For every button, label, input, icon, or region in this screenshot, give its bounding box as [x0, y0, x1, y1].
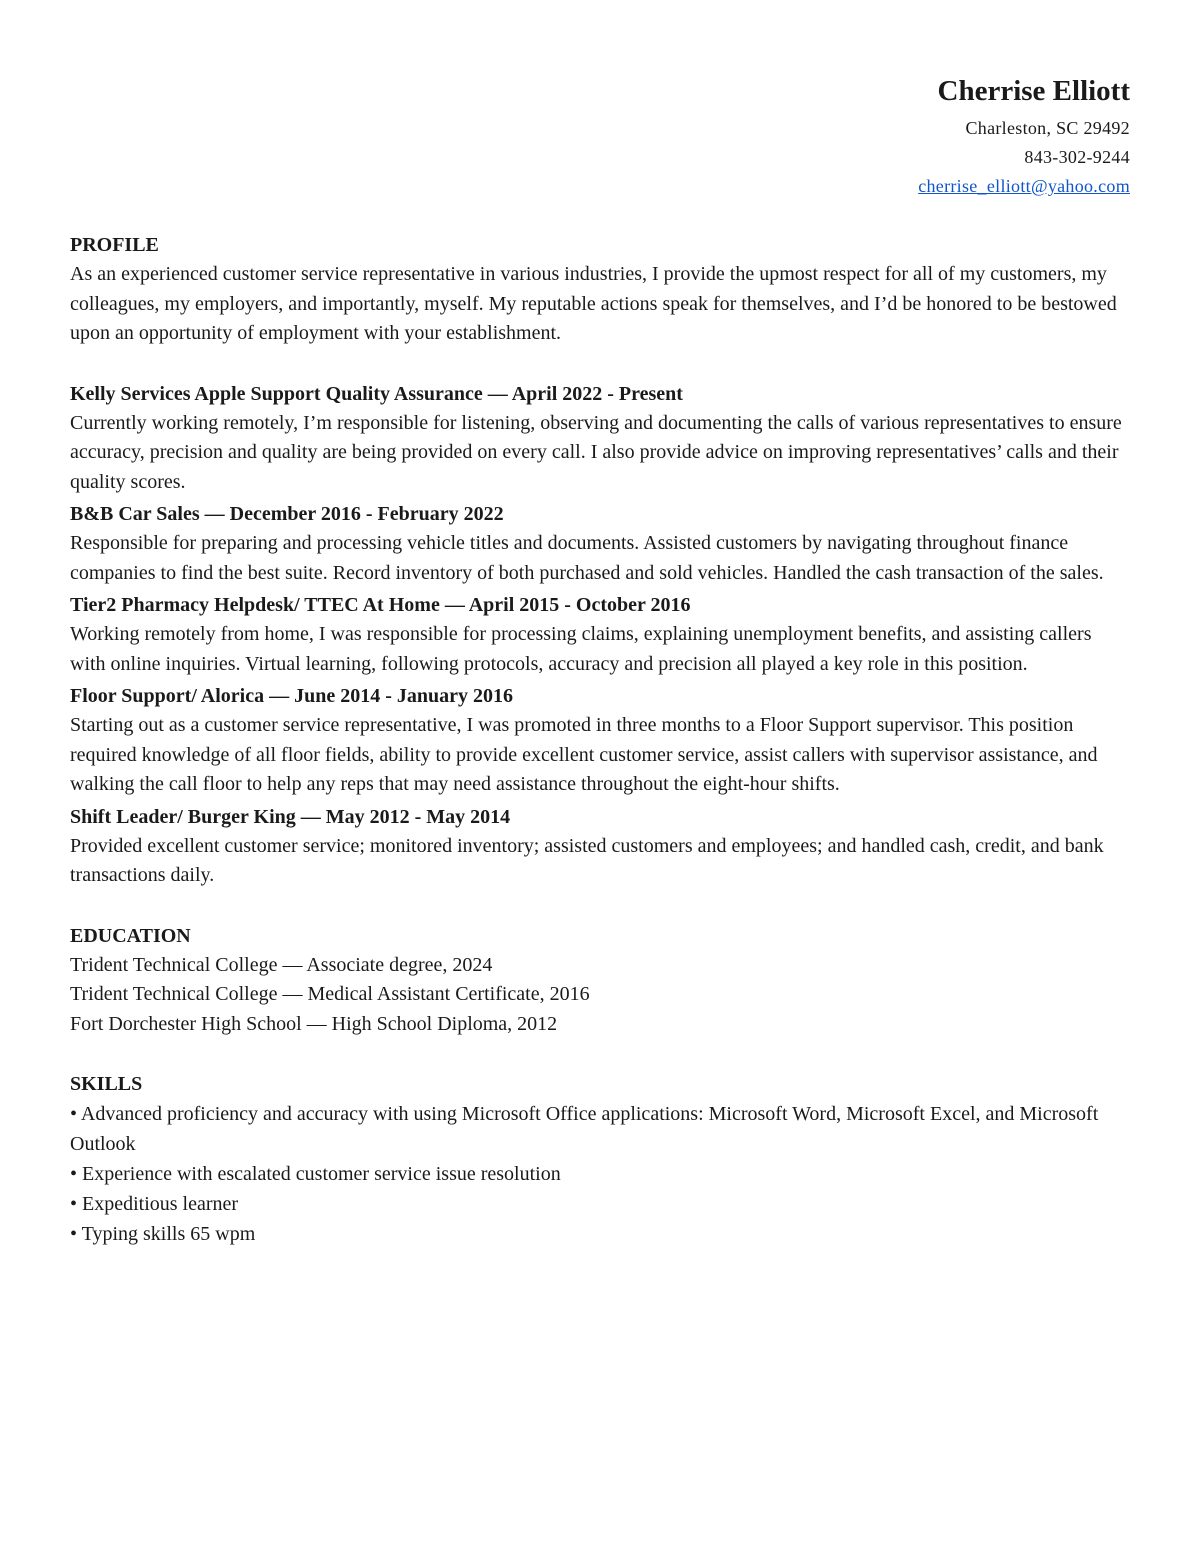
job-title: Shift Leader/ Burger King — May 2012 - May 2014 — [70, 805, 511, 828]
skill-item: • Typing skills 65 wpm — [70, 1223, 256, 1245]
job-entry — [70, 681, 1130, 800]
job-entry — [70, 590, 1130, 679]
education-section — [70, 921, 1130, 1040]
location-text: Charleston, SC 29492 — [965, 118, 1130, 138]
job-description: Starting out as a customer service representative, I was promoted in three months to a Floor Support supervisor. This position required knowledge of all floor fields, ability to provide excellent customer service, assist callers with supervisor assistance, and walking the call floor to help any reps that may need assistance throughout the eight-hour shifts. — [70, 714, 1098, 795]
profile-heading: PROFILE — [70, 234, 159, 256]
skills-heading: SKILLS — [70, 1073, 143, 1095]
job-description: Currently working remotely, I’m responsible for listening, observing and documenting the calls of various representatives to ensure accuracy, precision and quality are being provided on every call. I also provide advice on improving representatives’ calls and their quality scores. — [70, 411, 1122, 493]
profile-section — [70, 230, 1130, 349]
phone-text: 843-302-9244 — [1024, 147, 1130, 167]
job-entry — [70, 802, 1130, 891]
skill-item: • Experience with escalated customer service issue resolution — [70, 1163, 561, 1185]
skill-item: • Expeditious learner — [70, 1193, 239, 1215]
email-link[interactable]: cherrise_elliott@yahoo.com — [918, 176, 1130, 196]
skills-section — [70, 1069, 1130, 1249]
skill-item: • Advanced proficiency and accuracy with using Microsoft Office applications: Microsoft Word, Microsoft Excel, and Microsoft Outlook — [70, 1103, 1099, 1155]
job-title: Tier2 Pharmacy Helpdesk/ TTEC At Home — April 2015 - October 2016 — [70, 594, 691, 616]
job-title: Kelly Services Apple Support Quality Assurance — April 2022 - Present — [70, 382, 683, 405]
profile-text: As an experienced customer service representative in various industries, I provide the upmost respect for all of my customers, my colleagues, my employers, and importantly, myself. My reputable actions speak for themselves, and I’d be honored to be bestowed upon an opportunity of employment with your establishment. — [70, 263, 1117, 344]
experience-section — [70, 379, 1130, 891]
job-description: Working remotely from home, I was responsible for processing claims, explaining unemployment benefits, and assisting callers with online inquiries. Virtual learning, following protocols, accuracy and precision all played a key role in this position. — [70, 623, 1092, 675]
candidate-name: Cherrise Elliott — [937, 75, 1130, 107]
job-entry — [70, 499, 1130, 588]
resume-page — [70, 0, 1130, 1249]
resume-header — [70, 0, 1130, 201]
job-title: Floor Support/ Alorica — June 2014 - January 2016 — [70, 685, 513, 707]
education-item: Fort Dorchester High School — High School Diploma, 2012 — [70, 1012, 558, 1035]
education-item: Trident Technical College — Medical Assistant Certificate, 2016 — [70, 983, 590, 1005]
job-description: Provided excellent customer service; monitored inventory; assisted customers and employees; and handled cash, credit, and bank transactions daily. — [70, 834, 1104, 886]
education-item: Trident Technical College — Associate degree, 2024 — [70, 953, 493, 976]
job-entry — [70, 379, 1130, 498]
job-title: B&B Car Sales — December 2016 - February 2022 — [70, 503, 504, 525]
education-heading: EDUCATION — [70, 924, 191, 947]
job-description: Responsible for preparing and processing vehicle titles and documents. Assisted customers by navigating throughout finance companies to find the best suite. Record inventory of both purchased and sold vehicles. Handled the cash transaction of the sales. — [70, 532, 1104, 584]
